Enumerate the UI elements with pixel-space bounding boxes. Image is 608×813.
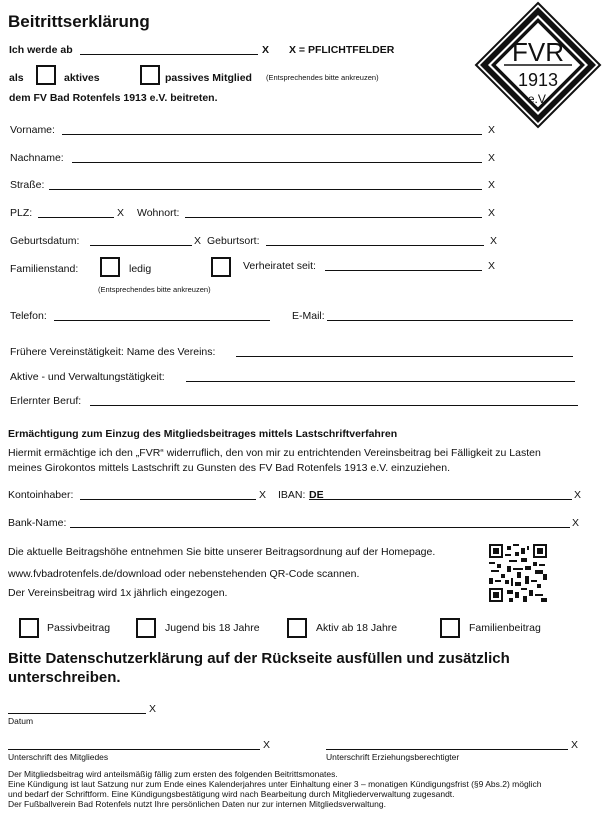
ledig-checkbox[interactable] — [100, 257, 120, 277]
wohnort-x: X — [488, 207, 496, 219]
verheiratet-x: X — [488, 260, 496, 272]
familienstand-label: Familienstand: — [10, 263, 79, 275]
geburtsort-label: Geburtsort: — [207, 235, 260, 247]
nachname-field[interactable] — [72, 162, 482, 163]
club-logo — [474, 1, 602, 129]
active-member-label: aktives — [64, 72, 100, 84]
kontoinhaber-label: Kontoinhaber: — [8, 489, 74, 501]
guardian-signature-x: X — [571, 739, 579, 751]
wohnort-field[interactable] — [185, 217, 482, 218]
telefon-label: Telefon: — [10, 310, 47, 322]
vorname-field[interactable] — [62, 134, 482, 135]
fees-line-3: Der Vereinsbeitrag wird 1x jährlich eingezogen. — [8, 587, 228, 599]
plz-field[interactable] — [38, 217, 114, 218]
passive-member-checkbox[interactable] — [140, 65, 160, 85]
required-note: X = PFLICHTFELDER — [289, 44, 395, 56]
sepa-text-1: Hiermit ermächtige ich den „FVR“ widerruflich, den von mir zu entrichtenden Vereinsbeitrag bei Fälligkeit zu Lasten — [8, 447, 541, 459]
required-x: X — [262, 44, 270, 56]
kontoinhaber-x: X — [259, 489, 267, 501]
club-line: dem FV Bad Rotenfels 1913 e.V. beitreten. — [9, 92, 218, 104]
iban-field[interactable] — [309, 499, 572, 500]
plz-label: PLZ: — [10, 207, 33, 219]
bankname-field[interactable] — [70, 527, 570, 528]
familienbeitrag-label: Familienbeitrag — [469, 622, 541, 634]
verheiratet-date-field[interactable] — [325, 270, 482, 271]
passivbeitrag-label: Passivbeitrag — [47, 622, 111, 634]
passivbeitrag-checkbox[interactable] — [19, 618, 39, 638]
sepa-heading: Ermächtigung zum Einzug des Mitgliedsbeitrages mittels Lastschriftverfahren — [8, 428, 398, 440]
logo-fvr: FVR — [512, 37, 564, 67]
footer-line-4: Der Fußballverein Bad Rotenfels nutzt Ihre persönlichen Daten nur zur internen Mitgliedsverwaltung. — [8, 799, 386, 809]
join-date-field[interactable] — [80, 54, 258, 55]
aktive-field[interactable] — [186, 381, 575, 382]
jugend-label: Jugend bis 18 Jahre — [165, 622, 260, 634]
footer-line-1: Der Mitgliedsbeitrag wird anteilsmäßig fällig zum ersten des folgenden Beitrittsmonates. — [8, 769, 338, 779]
geburtsdatum-field[interactable] — [90, 245, 192, 246]
email-label: E-Mail: — [292, 310, 325, 322]
verheiratet-checkbox[interactable] — [211, 257, 231, 277]
fees-line-1: Die aktuelle Beitragshöhe entnehmen Sie bitte unserer Beitragsordnung auf der Homepage. — [8, 546, 436, 558]
logo-ev: e.V. — [527, 92, 549, 106]
sepa-text-2: meines Girokontos mittels Lastschrift zu Gunsten des FV Bad Rotenfels 1913 e.V. einzuziehen. — [8, 462, 451, 474]
datum-x: X — [149, 703, 157, 715]
member-signature-field[interactable] — [8, 749, 260, 750]
qr-code[interactable] — [489, 544, 547, 602]
nachname-label: Nachname: — [10, 152, 64, 164]
beruf-label: Erlernter Beruf: — [10, 395, 82, 407]
aktive-label: Aktive - und Verwaltungstätigkeit: — [10, 371, 165, 383]
email-field[interactable] — [327, 320, 573, 321]
geburtsort-x: X — [490, 235, 498, 247]
privacy-line-1: Bitte Datenschutzerklärung auf der Rückseite ausfüllen und zusätzlich — [8, 650, 510, 667]
frueher-label: Frühere Vereinstätigkeit: Name des Vereins: — [10, 346, 216, 358]
wohnort-label: Wohnort: — [137, 207, 180, 219]
datum-label: Datum — [8, 716, 34, 726]
familienbeitrag-checkbox[interactable] — [440, 618, 460, 638]
guardian-signature-label: Unterschrift Erziehungsberechtigter — [326, 752, 460, 762]
footer-line-2: Eine Kündigung ist laut Satzung nur zum Ende eines Kalenderjahres unter Einhaltung einer 3 – monatigen Kündigungsfrist (§9 Abs.2) möglich — [8, 779, 542, 789]
aktiv-checkbox[interactable] — [287, 618, 307, 638]
kontoinhaber-field[interactable] — [80, 499, 256, 500]
telefon-field[interactable] — [54, 320, 270, 321]
jugend-checkbox[interactable] — [136, 618, 156, 638]
active-member-checkbox[interactable] — [36, 65, 56, 85]
logo-year: 1913 — [517, 70, 559, 90]
join-date-label: Ich werde ab — [9, 44, 73, 56]
datum-field[interactable] — [8, 713, 146, 714]
privacy-line-2: unterschreiben. — [8, 669, 121, 686]
geburtsdatum-label: Geburtsdatum: — [10, 235, 80, 247]
geburtsort-field[interactable] — [266, 245, 484, 246]
page-title: Beitrittserklärung — [8, 12, 150, 31]
aktiv-label: Aktiv ab 18 Jahre — [316, 622, 398, 634]
verheiratet-label: Verheiratet seit: — [243, 260, 316, 272]
strasse-field[interactable] — [49, 189, 482, 190]
member-signature-x: X — [263, 739, 271, 751]
vorname-label: Vorname: — [10, 124, 55, 136]
footer-line-3: und bedarf der Schriftform. Eine Kündigungsbestätigung wird nach Bearbeitung durch Mitgliederverwaltung zugesandt. — [8, 789, 455, 799]
beruf-field[interactable] — [90, 405, 578, 406]
als-label: als — [9, 72, 24, 84]
fees-line-2: www.fvbadrotenfels.de/download oder nebenstehenden QR-Code scannen. — [8, 568, 360, 580]
member-signature-label: Unterschrift des Mitgliedes — [8, 752, 109, 762]
iban-label: IBAN: — [278, 489, 306, 501]
geburtsdatum-x: X — [194, 235, 202, 247]
bankname-label: Bank-Name: — [8, 517, 67, 529]
strasse-x: X — [488, 179, 496, 191]
iban-x: X — [574, 489, 582, 501]
passive-member-label: passives Mitglied — [165, 72, 252, 84]
tick-note: (Entsprechendes bitte ankreuzen) — [266, 73, 379, 82]
familienstand-note: (Entsprechendes bitte ankreuzen) — [98, 285, 211, 294]
iban-prefix: DE — [309, 489, 324, 501]
ledig-label: ledig — [129, 263, 152, 275]
plz-x: X — [117, 207, 125, 219]
bankname-x: X — [572, 517, 580, 529]
strasse-label: Straße: — [10, 179, 45, 191]
vorname-x: X — [488, 124, 496, 136]
nachname-x: X — [488, 152, 496, 164]
frueher-field[interactable] — [236, 356, 573, 357]
guardian-signature-field[interactable] — [326, 749, 568, 750]
